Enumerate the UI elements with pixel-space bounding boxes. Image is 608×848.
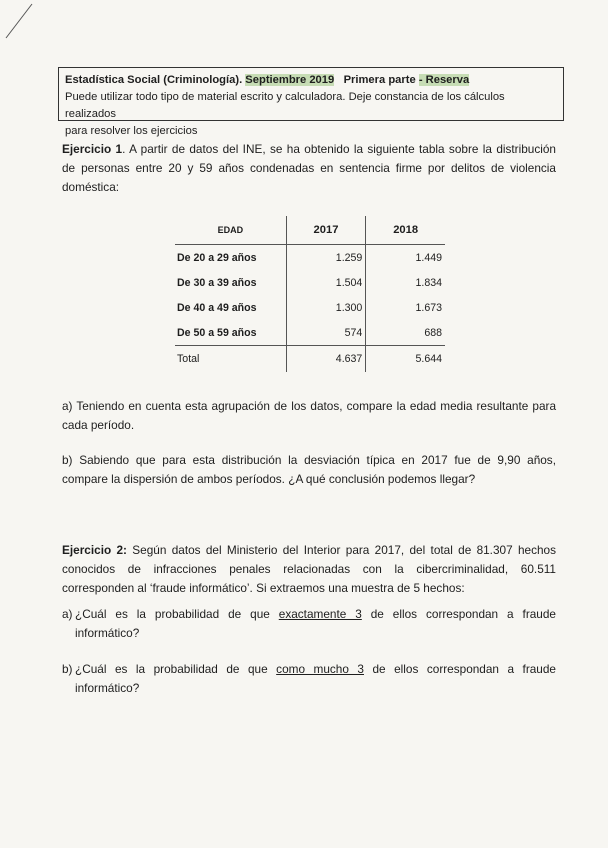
exercise-1-question-b <box>62 451 556 489</box>
row-label: De 30 a 39 años <box>177 276 257 289</box>
exercise-2-intro-text-1: Según datos del Ministerio del Interior para 2017, del total de 81.307 hechos <box>126 543 556 557</box>
total-label: Total <box>175 346 286 373</box>
cell-2017: 574 <box>286 320 366 346</box>
total-2018: 5.644 <box>366 346 445 373</box>
cell-2017: 1.259 <box>286 245 366 271</box>
row-label: De 50 a 59 años <box>177 326 257 339</box>
table-row <box>175 270 445 295</box>
exam-reserve: - Reserva <box>418 74 470 86</box>
cell-2017: 1.300 <box>286 295 366 320</box>
cell-2018: 1.449 <box>366 245 445 271</box>
exercise-2-question-a <box>62 605 556 643</box>
q2a-text <box>75 605 556 643</box>
exercise-2-line-1 <box>62 541 556 560</box>
exercise-1-line-3: doméstica: <box>62 180 120 194</box>
q2b-row <box>62 660 556 698</box>
q1b-line-2: compare la dispersión de ambos períodos. ¿A qué conclusión podemos llegar? <box>62 472 476 486</box>
table-header-row <box>175 216 445 245</box>
exercise-1-question-a <box>62 397 556 435</box>
q2a-post: de ellos correspondan a fraude <box>361 607 556 621</box>
row-label: De 40 a 49 años <box>177 301 257 314</box>
q1a-line-1: a) Teniendo en cuenta esta agrupación de los datos, compare la edad media resultante para <box>62 399 556 413</box>
q2b-pre: ¿Cuál es la probabilidad de que <box>75 662 277 676</box>
cell-2018: 1.834 <box>366 270 445 295</box>
table-total-row <box>175 346 445 373</box>
instructions-line-1: Puede utilizar todo tipo de material escrito y calculadora. Deje constancia de los cálculos realizados <box>65 91 505 120</box>
exam-title <box>65 72 557 89</box>
q2b-text <box>75 660 556 698</box>
table-row <box>175 245 445 271</box>
exercise-2-intro <box>62 541 556 598</box>
data-table <box>175 216 445 372</box>
q2b-post: de ellos correspondan a fraude <box>363 662 556 676</box>
q2b-line-1 <box>75 660 556 679</box>
q2a-emphasis: exactamente 3 <box>278 607 362 621</box>
cell-2018: 1.673 <box>366 295 445 320</box>
q2b-mark: b) <box>62 662 73 676</box>
q2a-pre: ¿Cuál es la probabilidad de que <box>75 607 279 621</box>
row-label: De 20 a 29 años <box>175 245 286 271</box>
q2a-line-1 <box>75 605 556 624</box>
q2b-emphasis: como mucho 3 <box>276 662 364 676</box>
exercise-1-line-2: de personas entre 20 y 59 años condenadas en sentencia firme por delitos de violencia <box>62 161 556 175</box>
q2a-row <box>62 605 556 643</box>
exam-session: Septiembre 2019 <box>245 74 335 86</box>
q2a-mark: a) <box>62 607 73 621</box>
header-2017: 2017 <box>286 216 366 245</box>
exercise-1-label: Ejercicio 1 <box>62 142 123 156</box>
cell-2017: 1.504 <box>286 270 366 295</box>
q1b-line-1: b) Sabiendo que para esta distribución la desviación típica en 2017 fue de 9,90 años, <box>62 453 556 467</box>
exercise-1-line-1 <box>62 140 556 159</box>
exam-header-box <box>58 67 564 137</box>
header-edad: EDAD <box>217 225 244 235</box>
exam-part: Primera parte <box>343 74 416 86</box>
pen-mark-icon <box>2 2 42 42</box>
instructions-line-2: para resolver los ejercicios <box>65 125 198 137</box>
exercise-1-intro <box>62 140 556 197</box>
q1a-line-2: cada período. <box>62 418 135 432</box>
exercise-2-question-b <box>62 660 556 698</box>
exercise-1-intro-text-1: . A partir de datos del INE, se ha obtenido la siguiente tabla sobre la distribución <box>122 142 556 156</box>
q2a-line-2: informático? <box>75 626 140 640</box>
course-name: Estadística Social (Criminología). <box>65 74 243 86</box>
exercise-2-label: Ejercicio 2: <box>62 543 127 557</box>
exercise-2-line-3: corresponden al ‘fraude informático’. Si extraemos una muestra de 5 hechos: <box>62 581 465 595</box>
table-row <box>175 295 445 320</box>
cell-2018: 688 <box>366 320 445 346</box>
exercise-2-line-2: conocidos de infracciones penales relacionadas con la cibercriminalidad, 60.511 <box>62 562 556 576</box>
total-2017: 4.637 <box>286 346 366 373</box>
header-2018: 2018 <box>366 216 445 245</box>
table-row <box>175 320 445 346</box>
q2b-line-2: informático? <box>75 681 140 695</box>
